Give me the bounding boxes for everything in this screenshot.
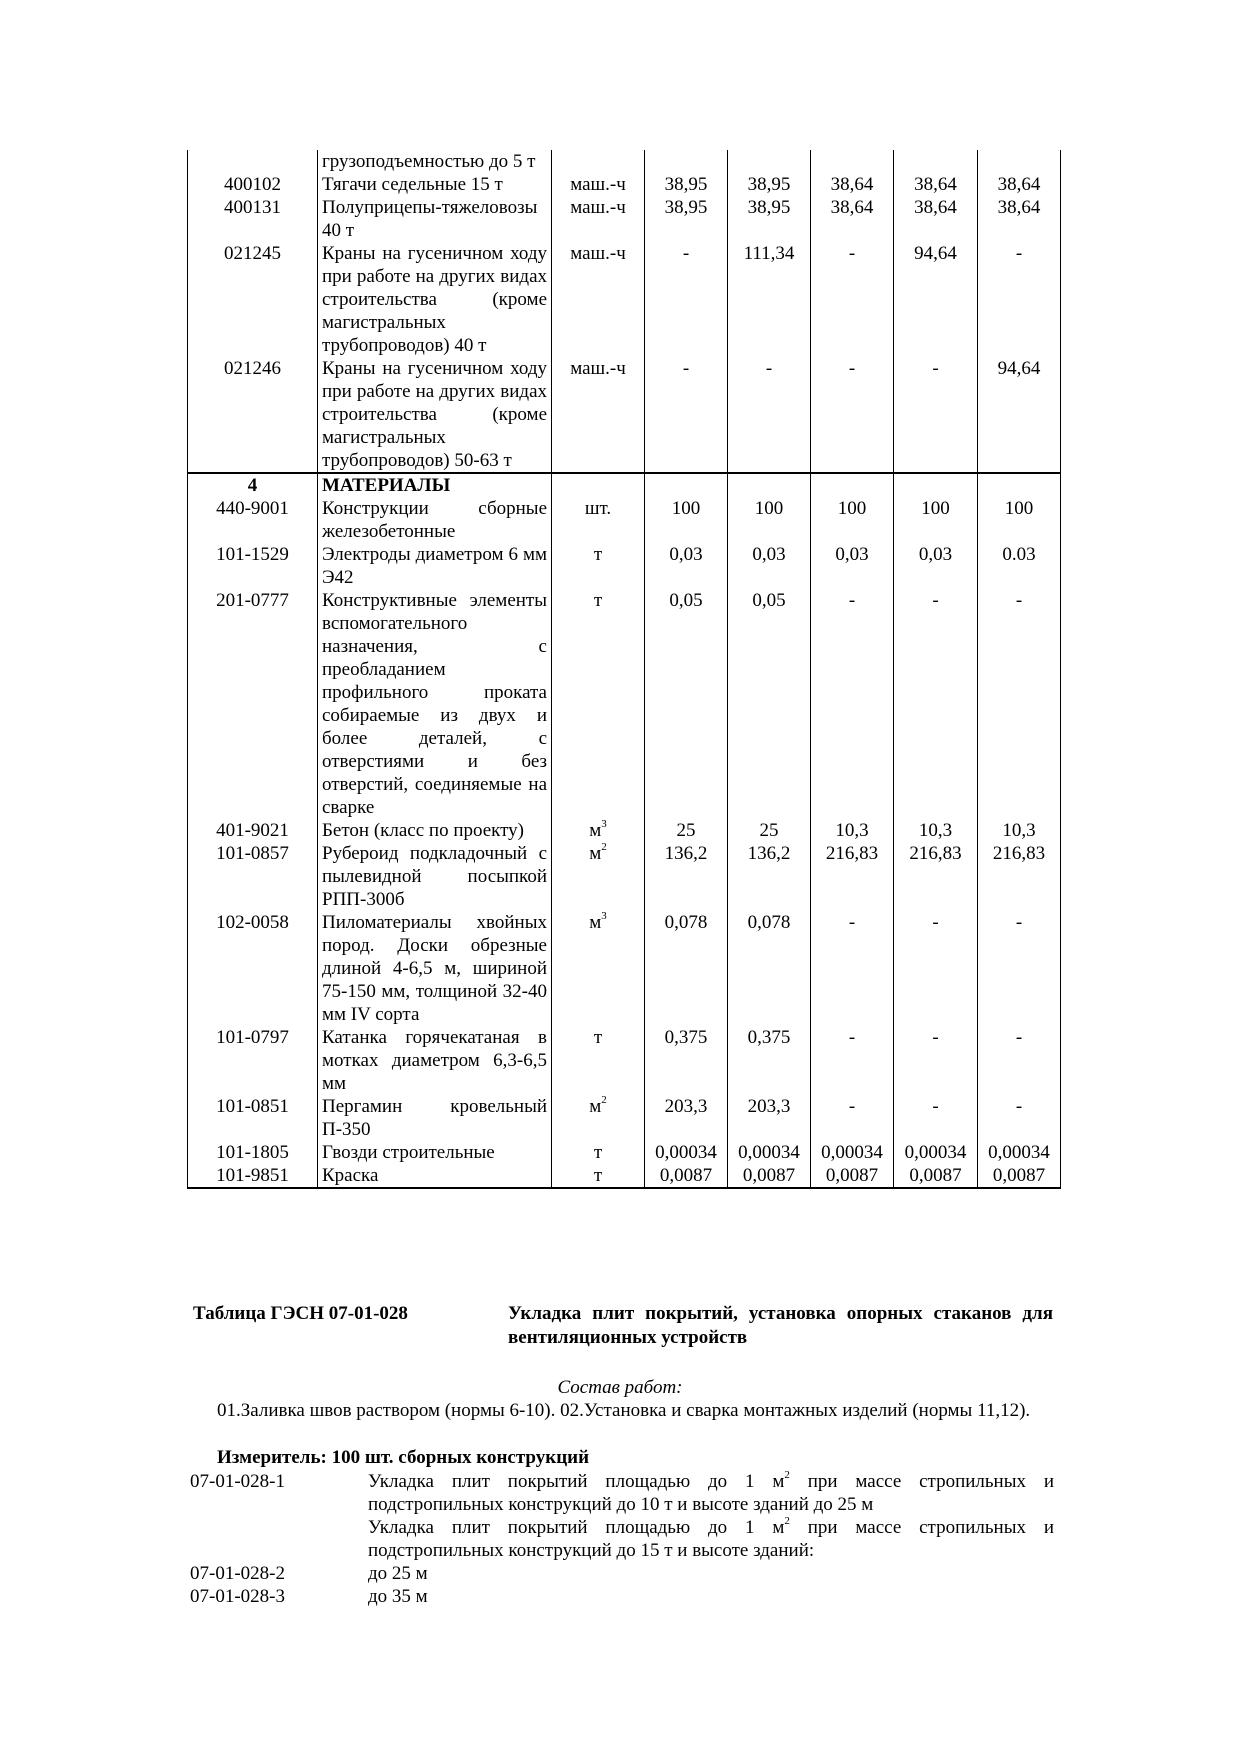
norm-value: 10,3	[894, 819, 978, 842]
norm-value: 38,95	[645, 196, 728, 242]
norm-value	[811, 150, 894, 173]
norm-text: до 25 м	[368, 1563, 428, 1584]
norm-value: 203,3	[728, 1095, 811, 1141]
norm-value: 0,03	[728, 543, 811, 589]
norm-description	[368, 1562, 1054, 1585]
norm-text: Укладка плит покрытий площадью до 1 м	[368, 1471, 785, 1492]
section-title: МАТЕРИАЛЫ	[318, 473, 552, 497]
norm-value: 25	[645, 819, 728, 842]
unit-exponent: 2	[601, 1093, 607, 1106]
norm-value: 94,64	[894, 242, 978, 357]
norm-value: 10,3	[978, 819, 1061, 842]
empty-cell	[978, 473, 1061, 497]
norm-value: -	[894, 1095, 978, 1141]
unit-text: т	[593, 1027, 603, 1048]
resource-unit	[552, 911, 645, 1026]
resource-code: 102-0058	[188, 911, 318, 1026]
table-row	[188, 1164, 1061, 1188]
unit-exponent: 3	[601, 909, 607, 922]
norm-value: -	[978, 1095, 1061, 1141]
norm-value: 100	[978, 497, 1061, 543]
resource-code: 440-9001	[188, 497, 318, 543]
resource-unit	[552, 842, 645, 911]
norm-value: -	[811, 589, 894, 819]
norm-value: 0,078	[645, 911, 728, 1026]
table-row	[188, 911, 1061, 1026]
norm-value: 38,64	[811, 173, 894, 196]
norm-value	[894, 150, 978, 173]
table-row	[188, 842, 1061, 911]
norm-value: 0,0087	[811, 1164, 894, 1188]
resource-name: Полуприцепы-тяжеловозы 40 т	[318, 196, 552, 242]
norm-value: 0,05	[645, 589, 728, 819]
resource-name: Пергамин кровельный П-350	[318, 1095, 552, 1141]
resource-name: Тягачи седельные 15 т	[318, 173, 552, 196]
norm-value: 100	[811, 497, 894, 543]
section-number: 4	[188, 473, 318, 497]
norm-value: 100	[728, 497, 811, 543]
norm-value: -	[978, 1026, 1061, 1095]
area-exponent: 2	[784, 1514, 790, 1527]
empty-cell	[811, 473, 894, 497]
table-title: Укладка плит покрытий, установка опорных стаканов для вентиляционных устройств	[508, 1303, 1053, 1348]
resource-code: 021246	[188, 357, 318, 473]
table-row	[188, 589, 1061, 819]
norm-value: -	[894, 589, 978, 819]
norm-value: 0.03	[978, 543, 1061, 589]
resource-code: 021245	[188, 242, 318, 357]
unit-text: м	[589, 1096, 602, 1117]
norm-value: 0,0087	[645, 1164, 728, 1188]
norm-value: -	[978, 242, 1061, 357]
norm-list	[190, 1470, 1056, 1608]
norm-value: 0,00034	[728, 1141, 811, 1164]
norm-value: 38,64	[894, 173, 978, 196]
norm-value: 136,2	[645, 842, 728, 911]
norm-value: 38,95	[728, 196, 811, 242]
table-row	[188, 819, 1061, 842]
norm-code	[190, 1516, 368, 1562]
table-row	[188, 196, 1061, 242]
resource-name: Краны на гусеничном ходу при работе на других видах строительства (кроме магистральных трубопроводов) 50-63 т	[318, 357, 552, 473]
norm-value: 136,2	[728, 842, 811, 911]
unit-text: маш.-ч	[570, 243, 626, 264]
norm-value: 38,64	[894, 196, 978, 242]
norm-value: 38,95	[645, 173, 728, 196]
resource-name: Гвозди строительные	[318, 1141, 552, 1164]
norm-value: -	[894, 911, 978, 1026]
resource-code: 101-0797	[188, 1026, 318, 1095]
unit-text: м	[589, 843, 602, 864]
resource-code: 101-9851	[188, 1164, 318, 1188]
empty-cell	[552, 473, 645, 497]
norm-value: 38,95	[728, 173, 811, 196]
norm-value: 38,64	[978, 173, 1061, 196]
norm-value: 0,375	[728, 1026, 811, 1095]
resource-code: 400131	[188, 196, 318, 242]
resource-unit	[552, 357, 645, 473]
resource-unit	[552, 589, 645, 819]
norm-description	[368, 1585, 1054, 1608]
norm-value: -	[978, 589, 1061, 819]
norm-value: -	[645, 357, 728, 473]
norm-text: Укладка плит покрытий площадью до 1 м	[368, 1517, 785, 1538]
norm-value: -	[894, 1026, 978, 1095]
norm-code: 07-01-028-1	[190, 1471, 285, 1492]
resource-code: 401-9021	[188, 819, 318, 842]
norm-value: 0,0087	[728, 1164, 811, 1188]
table-label: Таблица ГЭСН 07-01-028	[193, 1303, 408, 1324]
unit-text: м	[589, 820, 602, 841]
resource-unit	[552, 173, 645, 196]
norm-value: 0,03	[894, 543, 978, 589]
resource-name: Краска	[318, 1164, 552, 1188]
norm-description	[368, 1470, 1054, 1516]
unit-exponent: 3	[601, 817, 607, 830]
norm-value: 38,64	[811, 196, 894, 242]
norm-item	[190, 1562, 1056, 1585]
norm-value: 10,3	[811, 819, 894, 842]
norm-value: 100	[894, 497, 978, 543]
norm-value: 0,05	[728, 589, 811, 819]
section-header-row	[188, 473, 1061, 497]
table-row	[188, 1095, 1061, 1141]
norm-value: 216,83	[811, 842, 894, 911]
norm-value: -	[811, 1026, 894, 1095]
norm-value: 0,00034	[978, 1141, 1061, 1164]
norm-value: 94,64	[978, 357, 1061, 473]
resource-unit	[552, 196, 645, 242]
norm-value: 0,00034	[811, 1141, 894, 1164]
norm-value: 38,64	[978, 196, 1061, 242]
unit-text: т	[593, 544, 603, 565]
resource-name: Краны на гусеничном ходу при работе на других видах строительства (кроме магистральных трубопроводов) 40 т	[318, 242, 552, 357]
norm-item	[190, 1470, 1056, 1516]
empty-cell	[894, 473, 978, 497]
norm-value: 100	[645, 497, 728, 543]
resource-code: 101-0857	[188, 842, 318, 911]
norm-value: -	[894, 357, 978, 473]
resource-code: 101-1805	[188, 1141, 318, 1164]
resource-name: Электроды диаметром 6 мм Э42	[318, 543, 552, 589]
unit-text: маш.-ч	[570, 197, 626, 218]
resource-name: грузоподъемностью до 5 т	[318, 150, 552, 173]
table-row	[188, 150, 1061, 173]
resource-unit	[552, 497, 645, 543]
norm-value: 0,00034	[894, 1141, 978, 1164]
norm-value: 111,34	[728, 242, 811, 357]
norm-value: 25	[728, 819, 811, 842]
norm-value: 203,3	[645, 1095, 728, 1141]
resource-code: 101-1529	[188, 543, 318, 589]
resource-name: Рубероид подкладочный с пылевидной посыпкой РПП-300б	[318, 842, 552, 911]
norm-text-cont: при массе стропильных и подстропильных конструкций до 10 т и высоте зданий до 25 м	[368, 1471, 1055, 1515]
unit-text: м	[589, 912, 602, 933]
table-row	[188, 173, 1061, 196]
work-composition-title: Состав работ:	[557, 1377, 683, 1398]
norm-value: 0,078	[728, 911, 811, 1026]
resource-name: Бетон (класс по проекту)	[318, 819, 552, 842]
norm-value: -	[728, 357, 811, 473]
resource-unit	[552, 150, 645, 173]
unit-text: маш.-ч	[570, 358, 626, 379]
resource-unit	[552, 1095, 645, 1141]
norm-value: -	[978, 911, 1061, 1026]
resource-code	[188, 150, 318, 173]
table-row	[188, 1026, 1061, 1095]
resource-table	[187, 150, 1061, 1189]
resource-code: 101-0851	[188, 1095, 318, 1141]
table-row	[188, 497, 1061, 543]
norm-value: 0,0087	[978, 1164, 1061, 1188]
resource-unit	[552, 543, 645, 589]
unit-text: т	[593, 1165, 603, 1186]
norm-value	[728, 150, 811, 173]
resource-unit	[552, 242, 645, 357]
unit-text: т	[593, 590, 603, 611]
resource-unit	[552, 819, 645, 842]
unit-text: т	[593, 1142, 603, 1163]
norm-value: 216,83	[894, 842, 978, 911]
norm-value: 0,00034	[645, 1141, 728, 1164]
measurement-unit: Измеритель: 100 шт. сборных конструкций	[217, 1447, 590, 1468]
table-row	[188, 1141, 1061, 1164]
norm-value: -	[645, 242, 728, 357]
norm-value: -	[811, 242, 894, 357]
unit-exponent: 2	[601, 840, 607, 853]
norm-text: до 35 м	[368, 1586, 428, 1607]
empty-cell	[728, 473, 811, 497]
resource-unit	[552, 1164, 645, 1188]
norm-value: -	[811, 911, 894, 1026]
norm-value	[645, 150, 728, 173]
norm-code: 07-01-028-3	[190, 1586, 285, 1607]
norm-description	[368, 1516, 1054, 1562]
unit-text: маш.-ч	[570, 174, 626, 195]
resource-unit	[552, 1141, 645, 1164]
resource-name: Конструкции сборные железобетонные	[318, 497, 552, 543]
norm-value: 0,03	[645, 543, 728, 589]
table-row	[188, 543, 1061, 589]
norm-value: 0,03	[811, 543, 894, 589]
norm-value: 0,375	[645, 1026, 728, 1095]
norm-value: -	[811, 357, 894, 473]
norm-value: 216,83	[978, 842, 1061, 911]
resource-unit	[552, 1026, 645, 1095]
norm-code: 07-01-028-2	[190, 1563, 285, 1584]
norm-value	[978, 150, 1061, 173]
unit-text: шт.	[584, 498, 612, 519]
resource-code: 400102	[188, 173, 318, 196]
table-row	[188, 357, 1061, 473]
empty-cell	[645, 473, 728, 497]
norm-value: -	[811, 1095, 894, 1141]
table-row	[188, 242, 1061, 357]
norm-item	[190, 1585, 1056, 1608]
resource-name: Катанка горячекатаная в мотках диаметром 6,3-6,5 мм	[318, 1026, 552, 1095]
resource-name: Пиломатериалы хвойных пород. Доски обрезные длиной 4-6,5 м, шириной 75-150 мм, толщиной 32-40 мм IV сорта	[318, 911, 552, 1026]
area-exponent: 2	[784, 1468, 790, 1481]
norm-text-cont: при массе стропильных и подстропильных конструкций до 15 т и высоте зданий:	[368, 1517, 1055, 1561]
norm-item	[190, 1516, 1056, 1562]
resource-code: 201-0777	[188, 589, 318, 819]
resource-name: Конструктивные элементы вспомогательного назначения, с преобладанием профильного проката собираемые из двух и более деталей, с отверстиями и без отверстий, соединяемые на сварке	[318, 589, 552, 819]
norm-value: 0,0087	[894, 1164, 978, 1188]
work-composition-text: 01.Заливка швов раствором (нормы 6-10). 02.Установка и сварка монтажных изделий (нормы 11,12).	[217, 1400, 1031, 1421]
